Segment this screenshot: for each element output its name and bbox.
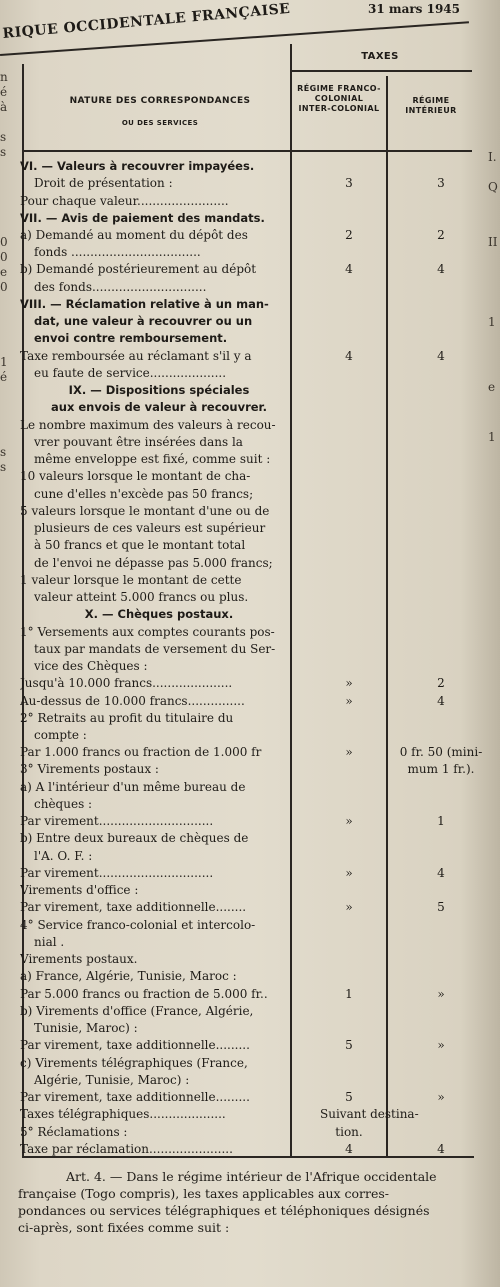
row-label: VII. — Avis de paiement des mandats.	[20, 210, 265, 225]
row-label: Taxes télégraphiques....................	[20, 1107, 226, 1122]
margin-fragment: Q	[488, 180, 498, 194]
margin-fragment	[0, 190, 22, 205]
table-row	[20, 744, 484, 760]
row-label: 2° Retraits au profit du titulaire du	[20, 710, 234, 725]
row-label: à 50 francs et que le montant total	[34, 538, 246, 553]
table-row	[20, 951, 484, 967]
interior-tax: »	[437, 986, 445, 1001]
franco-colonial-tax: 3	[345, 176, 353, 191]
row-label: Virements d'office :	[20, 883, 139, 898]
interior-tax: 4	[437, 1141, 445, 1156]
row-label: Taxe par réclamation......................	[20, 1141, 233, 1156]
row-label: même enveloppe est fixé, comme suit :	[34, 452, 271, 467]
table-row	[20, 261, 484, 277]
table-row	[20, 244, 484, 260]
interior-tax: 0 fr. 50 (mini-	[399, 745, 483, 760]
row-label: Par virement..............................	[20, 814, 214, 829]
franco-colonial-tax: 4	[345, 348, 353, 363]
table-row	[20, 589, 484, 605]
table-row	[20, 1020, 484, 1036]
col2-header	[388, 96, 474, 116]
table-row	[20, 796, 484, 812]
row-label: 5 valeurs lorsque le montant d'une ou de	[20, 503, 270, 518]
row-label: 5° Réclamations :	[20, 1124, 128, 1139]
table-row	[20, 279, 484, 295]
interior-tax: 2	[437, 228, 445, 242]
row-label: Le nombre maximum des valeurs à recou-	[20, 417, 276, 432]
table-row	[20, 227, 484, 243]
table-row	[20, 865, 484, 881]
franco-colonial-tax: 1	[345, 986, 353, 1001]
row-label: Pour chaque valeur........................	[20, 193, 229, 208]
table-row	[20, 399, 484, 415]
margin-fragment	[0, 295, 22, 310]
nature-header-line1: NATURE DES CORRESPONDANCES	[69, 96, 251, 106]
left-margin-column	[0, 70, 22, 475]
margin-fragment: 1	[488, 315, 496, 329]
margin-fragment: 1	[0, 355, 8, 369]
row-label: vrer pouvant être insérées dans la	[34, 434, 243, 449]
col1-header-line: RÉGIME FRANCO-	[297, 84, 381, 93]
row-label: 1 valeur lorsque le montant de cette	[20, 572, 242, 587]
row-label: a) France, Algérie, Tunisie, Maroc :	[20, 969, 237, 984]
footer-line: ci-après, sont fixées comme suit :	[18, 1220, 230, 1235]
row-label: compte :	[34, 728, 87, 742]
margin-fragment: s	[0, 145, 7, 159]
margin-fragment: s	[0, 445, 7, 459]
row-label: fonds ..................................	[34, 245, 201, 260]
row-label: 10 valeurs lorsque le montant de cha-	[20, 469, 251, 484]
interior-tax: 4	[437, 865, 445, 880]
table-row	[20, 1072, 484, 1088]
margin-fragment	[0, 415, 22, 430]
table-row	[20, 537, 484, 553]
table-row	[20, 761, 484, 777]
table-row	[20, 624, 484, 640]
margin-fragment: s	[0, 460, 7, 474]
row-label: envoi contre remboursement.	[34, 331, 228, 346]
table-row	[20, 486, 484, 502]
margin-fragment	[0, 430, 22, 445]
table-row	[20, 710, 484, 726]
row-label: b) Virements d'office (France, Algérie,	[20, 1003, 254, 1018]
row-label: cune d'elles n'excède pas 50 francs;	[34, 486, 254, 501]
row-label: 3° Virements postaux :	[20, 762, 159, 777]
col2-header-line: RÉGIME	[412, 96, 450, 105]
table-row	[20, 193, 484, 209]
col1-header-line: INTER-COLONIAL	[298, 104, 380, 113]
franco-colonial-tax: Suivant destina-	[320, 1107, 419, 1122]
row-label: Au-dessus de 10.000 francs...............	[20, 693, 245, 708]
margin-fragment: II	[488, 235, 498, 249]
table-row	[20, 348, 484, 364]
table-row	[20, 158, 484, 174]
table-row	[20, 572, 484, 588]
footer-line: française (Togo compris), les taxes applicables aux corres-	[18, 1186, 390, 1201]
margin-fragment	[0, 325, 22, 340]
table-row	[20, 382, 484, 398]
interior-tax: 4	[437, 262, 445, 277]
margin-fragment	[0, 160, 22, 175]
margin-fragment	[0, 205, 22, 220]
margin-fragment	[0, 400, 22, 415]
page-header-date: 31 mars 1945	[368, 2, 461, 16]
header-bottom-rule	[22, 150, 472, 152]
franco-colonial-tax: »	[345, 814, 353, 829]
col1-header	[292, 84, 386, 114]
table-row	[20, 417, 484, 433]
row-label: de l'envoi ne dépasse pas 5.000 francs;	[34, 555, 273, 570]
table-row	[20, 882, 484, 898]
table-row	[20, 555, 484, 571]
row-label: Par virement, taxe additionnelle.........	[20, 1038, 250, 1053]
table-row	[20, 451, 484, 467]
row-label: des fonds..............................	[34, 279, 207, 294]
table-row	[20, 1106, 484, 1122]
row-label: l'A. O. F. :	[34, 848, 93, 863]
row-label: X. — Chèques postaux.	[84, 607, 234, 622]
row-label: dat, une valeur à recouvrer ou un	[34, 314, 253, 329]
franco-colonial-tax: 4	[345, 262, 353, 277]
margin-fragment: 0	[0, 235, 8, 249]
margin-fragment: e	[488, 380, 496, 394]
margin-fragment	[0, 115, 22, 130]
row-label: Algérie, Tunisie, Maroc) :	[34, 1072, 190, 1087]
row-label: Par virement, taxe additionnelle.........	[20, 1090, 250, 1104]
margin-fragment	[0, 175, 22, 190]
table-row	[20, 641, 484, 657]
franco-colonial-tax: »	[345, 676, 353, 691]
table-row	[20, 313, 484, 329]
interior-tax: mum 1 fr.).	[407, 762, 475, 777]
row-label: Virements postaux.	[20, 952, 138, 967]
table-row	[20, 468, 484, 484]
row-label: Par virement..............................	[20, 865, 214, 880]
row-label: a) Demandé au moment du dépôt des	[20, 228, 248, 242]
col2-header-line: INTÉRIEUR	[405, 106, 457, 115]
table-row	[20, 434, 484, 450]
row-label: a) A l'intérieur d'un même bureau de	[20, 779, 246, 794]
table-row	[20, 830, 484, 846]
table-row	[20, 1141, 484, 1157]
nature-header-line2: OU DES SERVICES	[121, 119, 199, 127]
table-row	[20, 606, 484, 622]
table-row	[20, 1037, 484, 1053]
margin-fragment: à	[0, 100, 8, 114]
table-row	[20, 986, 484, 1002]
margin-fragment	[0, 385, 22, 400]
taxes-header: TAXES	[361, 51, 399, 62]
row-label: plusieurs de ces valeurs est supérieur	[34, 521, 266, 536]
row-label: aux envois de valeur à recouvrer.	[51, 400, 267, 415]
table-row	[20, 365, 484, 381]
interior-tax: 3	[437, 176, 445, 191]
franco-colonial-tax: »	[345, 745, 353, 760]
row-label: taux par mandats de versement du Ser-	[34, 641, 276, 656]
table-row	[20, 503, 484, 519]
margin-fragment: e	[0, 265, 8, 279]
footer-line: pondances ou services télégraphiques et téléphoniques désignés	[18, 1203, 430, 1218]
franco-colonial-tax: 5	[345, 1038, 353, 1053]
margin-fragment	[0, 310, 22, 325]
franco-colonial-tax: 2	[345, 228, 353, 242]
interior-tax: 4	[437, 348, 445, 363]
table-row	[20, 296, 484, 312]
margin-fragment: é	[0, 85, 8, 99]
row-label: VI. — Valeurs à recouvrer impayées.	[20, 159, 255, 173]
table-row	[20, 934, 484, 950]
table-row	[20, 779, 484, 795]
row-label: 4° Service franco-colonial et intercolo-	[20, 917, 256, 932]
interior-tax: 5	[437, 900, 445, 915]
row-label: valeur atteint 5.000 francs ou plus.	[34, 590, 249, 604]
franco-colonial-tax: 4	[345, 1141, 353, 1156]
taxes-header-rule	[292, 70, 472, 72]
franco-colonial-tax: »	[345, 865, 353, 880]
margin-fragment: n	[0, 70, 8, 84]
table-row	[20, 1055, 484, 1071]
row-label: nial .	[34, 934, 65, 949]
table-row	[20, 210, 484, 226]
margin-fragment: 0	[0, 280, 8, 294]
interior-tax: »	[437, 1038, 445, 1053]
margin-fragment: s	[0, 130, 7, 144]
row-label: Tunisie, Maroc) :	[34, 1021, 138, 1036]
row-label: b) Entre deux bureaux de chèques de	[20, 831, 249, 846]
table-row	[20, 1124, 484, 1140]
row-label: c) Virements télégraphiques (France,	[20, 1055, 248, 1070]
franco-colonial-tax: 5	[345, 1090, 353, 1104]
row-label: Taxe remboursée au réclamant s'il y a	[20, 348, 252, 363]
table-row	[20, 917, 484, 933]
row-label: Par virement, taxe additionnelle........	[20, 900, 247, 915]
margin-fragment	[0, 340, 22, 355]
page-header-title: RIQUE OCCIDENTALE FRANÇAISE	[2, 0, 292, 42]
row-label: IX. — Dispositions spéciales	[68, 383, 250, 398]
row-label: Jusqu'à 10.000 francs.....................	[20, 676, 233, 691]
interior-tax: »	[437, 1090, 445, 1104]
row-label: Droit de présentation :	[34, 176, 173, 191]
row-label: vice des Chèques :	[34, 659, 148, 673]
table-row	[20, 813, 484, 829]
row-label: chèques :	[34, 796, 93, 811]
franco-colonial-tax: »	[345, 693, 353, 708]
row-label: b) Demandé postérieurement au dépôt	[20, 262, 257, 277]
margin-fragment: 1	[488, 430, 496, 444]
row-label: eu faute de service....................	[34, 365, 227, 380]
franco-colonial-tax: tion.	[335, 1124, 363, 1139]
interior-tax: 1	[437, 814, 445, 829]
franco-colonial-tax: »	[345, 900, 353, 915]
margin-fragment: I.	[488, 150, 497, 164]
table-row	[20, 1089, 484, 1105]
table-row	[20, 848, 484, 864]
table-row	[20, 330, 484, 346]
table-row	[20, 520, 484, 536]
row-label: Par 5.000 francs ou fraction de 5.000 fr..	[20, 986, 268, 1001]
interior-tax: 4	[437, 693, 445, 708]
footer-line: Art. 4. — Dans le régime intérieur de l'Afrique occidentale	[66, 1169, 437, 1184]
table-row	[20, 1003, 484, 1019]
interior-tax: 2	[437, 676, 445, 691]
row-label: VIII. — Réclamation relative à un man-	[20, 296, 269, 311]
table-row	[20, 675, 484, 691]
margin-fragment	[0, 220, 22, 235]
table-row	[20, 175, 484, 191]
table-row	[20, 899, 484, 915]
row-label: Par 1.000 francs ou fraction de 1.000 fr	[20, 745, 262, 760]
margin-fragment: 0	[0, 250, 8, 264]
table-row	[20, 968, 484, 984]
col1-header-line: COLONIAL	[314, 94, 364, 103]
row-label: 1° Versements aux comptes courants pos-	[20, 624, 275, 639]
table-row	[20, 693, 484, 709]
article-4-paragraph	[18, 1168, 490, 1236]
margin-fragment: é	[0, 370, 8, 384]
table-row	[20, 658, 484, 674]
table-row	[20, 727, 484, 743]
